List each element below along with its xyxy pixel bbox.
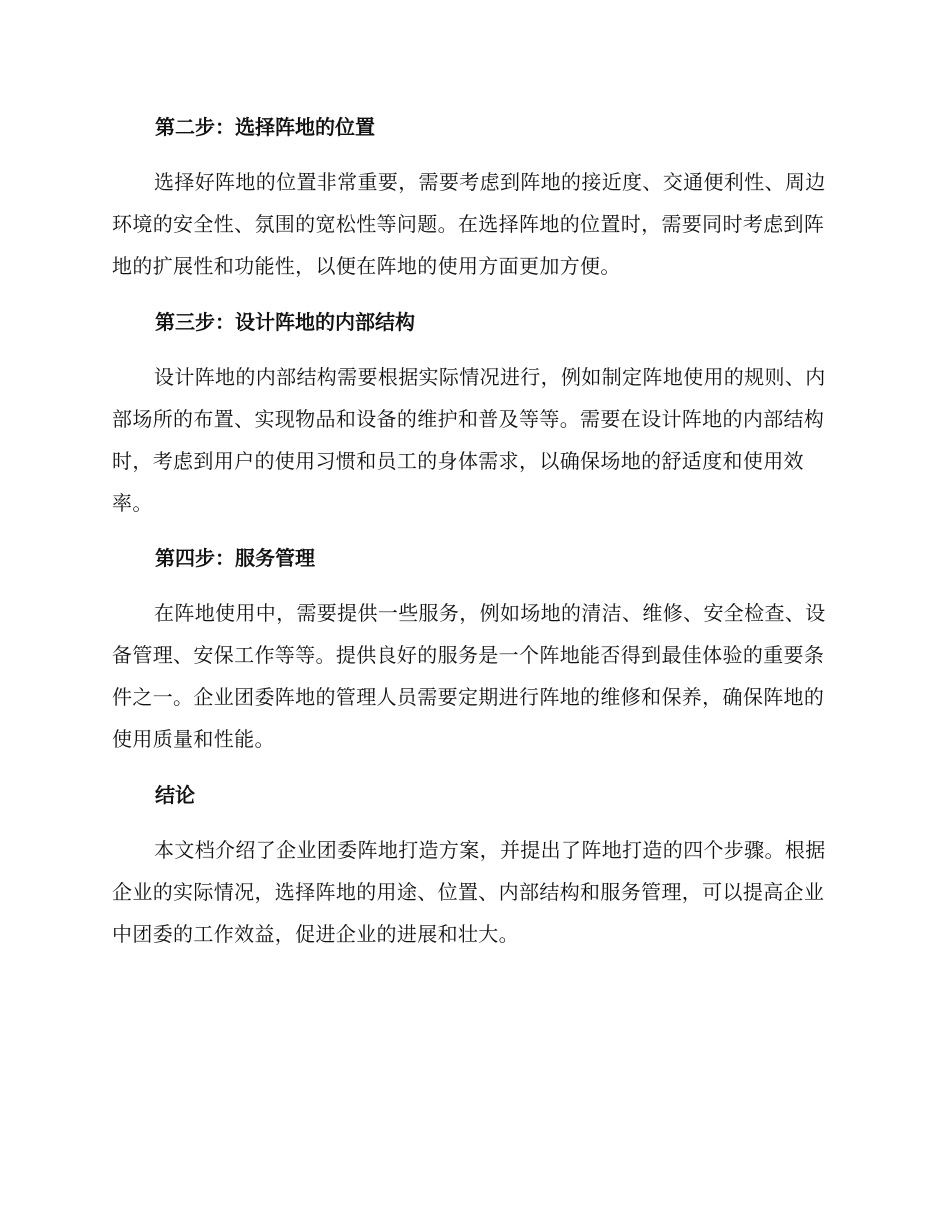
section-heading-step-three: 第三步：设计阵地的内部结构 bbox=[155, 310, 415, 334]
section-heading-step-two: 第二步：选择阵地的位置 bbox=[155, 115, 375, 139]
section-heading-conclusion: 结论 bbox=[155, 783, 195, 807]
section-heading-step-four: 第四步：服务管理 bbox=[155, 546, 315, 570]
section-body-step-two: 选择好阵地的位置非常重要，需要考虑到阵地的接近度、交通便利性、周边环境的安全性、氛围的宽松性等问题。在选择阵地的位置时，需要同时考虑到阵地的扩展性和功能性，以便在阵地的使用方面更加方便。 bbox=[112, 170, 826, 278]
section-body-step-three: 设计阵地的内部结构需要根据实际情况进行，例如制定阵地使用的规则、内部场所的布置、实现物品和设备的维护和普及等等。需要在设计阵地的内部结构时，考虑到用户的使用习惯和员工的身体需求，以确保场地的舒适度和使用效率。 bbox=[112, 365, 826, 515]
section-body-step-four: 在阵地使用中，需要提供一些服务，例如场地的清洁、维修、安全检查、设备管理、安保工作等等。提供良好的服务是一个阵地能否得到最佳体验的重要条件之一。企业团委阵地的管理人员需要定期进行阵地的维修和保养，确保阵地的使用质量和性能。 bbox=[112, 601, 826, 751]
section-body-conclusion: 本文档介绍了企业团委阵地打造方案，并提出了阵地打造的四个步骤。根据企业的实际情况，选择阵地的用途、位置、内部结构和服务管理，可以提高企业中团委的工作效益，促进企业的进展和壮大。 bbox=[112, 838, 826, 946]
